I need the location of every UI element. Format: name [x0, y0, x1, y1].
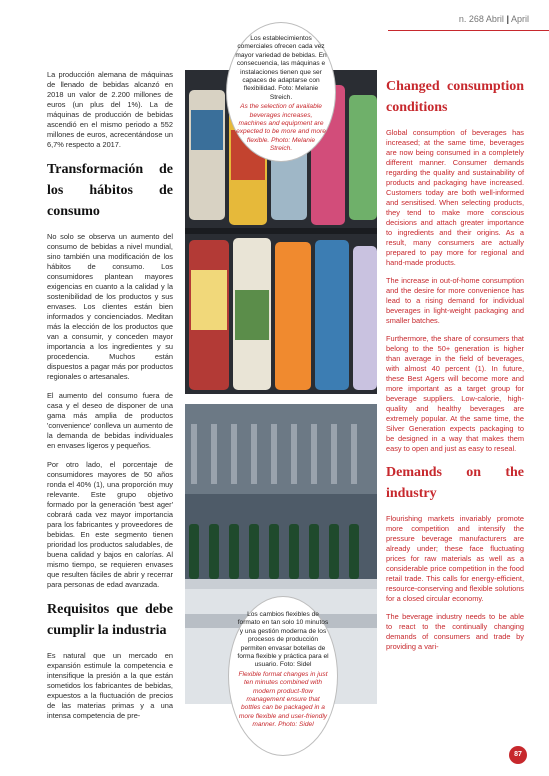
- es-paragraph-1: La producción alemana de máquinas de llenado de bebidas alcanzó en 2018 un valor de 2.200 millones de euros (un plus del 1%). La de máquinas de producción de bebidas ascendió en el mismo periodo a 552 millones de euros, acrecentándose un 6,7% respecto a 2017.: [47, 70, 173, 149]
- caption-bottling-english: Flexible format changes in just ten minutes combined with modern product-flow management ensure that bottles can be packaged in a more flexible and user-friendly manner. Photo: Sidel: [238, 670, 328, 729]
- en-paragraph-4: Flourishing markets invariably promote more competition and intensify the pressure beverage manufacturers are already under; these face fluctuating prices for raw materials as well as a considerable price competition in the food retail trade. This calls for energy-efficient, resource-conserving and flexible solutions for a closed circular economy.: [386, 514, 524, 603]
- en-paragraph-3: Furthermore, the share of consumers that belong to the 50+ generation is higher than average in the field of beverages, with almost 40 percent (1). In future, these Best Agers will become more and more important as a target group for beverage suppliers. Low-calorie, high-quality and healthy beverages are extremely popular. At the same time, the Silver Generation expects packaging to be designed in a way that makes them easy to open and just as easy to reseal.: [386, 334, 524, 453]
- es-paragraph-5: Es natural que un mercado en expansión estimule la competencia e intensifique la presión a la que están sometidos los fabricantes de bebidas, expuestos a la fluctuación de precios de las materias primas y a una intensa competencia de pre-: [47, 651, 173, 720]
- spanish-column: [47, 70, 173, 730]
- es-heading-consumption: Transformación de los hábitos de consumo: [47, 162, 173, 219]
- photo-caption-bottling: [228, 596, 338, 756]
- es-paragraph-4: Por otro lado, el porcentaje de consumidores mayores de 50 años ronda el 40% (1), una proporción muy relevante. Este grupo objetivo formado por la generación 'best ager' cobrará cada vez mayor importancia para los fabricantes y proveedores de bebidas. En este segmento tienen prioridad los productos saludables, de buena calidad y bajos en calorías. Al mismo tiempo, se requieren envases que resulten fáciles de abrir y recerrar para personas de edad avanzada.: [47, 460, 173, 589]
- en-heading-consumption: Changed consumption conditions: [386, 79, 524, 115]
- caption-bottling-spanish: Los cambios flexibles de formato en tan solo 10 minutos y una gestión moderna de los procesos de producción permiten envasar botellas de forma flexible y práctica para el usuario. Foto: Sidel: [237, 611, 329, 669]
- header-rule: [388, 30, 549, 31]
- issue-header: [459, 14, 529, 24]
- header-separator: |: [506, 14, 509, 24]
- issue-month: April: [510, 14, 529, 24]
- en-paragraph-5: The beverage industry needs to be able to react to the continually changing demands of consumers and trade by providing a vari-: [386, 612, 524, 651]
- es-paragraph-3: El aumento del consumo fuera de casa y el deseo de disponer de una gama más amplia de productos 'convenience' conlleva un aumento de la demanda de bebidas individuales en envases ligeros y pequeños.: [47, 391, 173, 450]
- page-number: 87: [509, 746, 527, 764]
- photo-caption-shelf: [226, 22, 336, 162]
- caption-shelf-spanish: Los establecimientos comerciales ofrecen cada vez mayor variedad de bebidas. En consecuencia, las máquinas e instalaciones tienen que ser capaces de adaptarse con flexibilidad. Foto: Melanie Streich.: [235, 35, 327, 101]
- es-heading-industry: Requisitos que debe cumplir la industria: [47, 602, 173, 638]
- es-paragraph-2: No solo se observa un aumento del consumo de bebidas a nivel mundial, sino también una modificación de los hábitos de consumo. Los consumidores plantean mayores exigencias en cuanto a la calidad y la sostenibilidad de los productos y sus envases. Los clientes están bien informados y concienciados. Meditan más la elección de los productos que van a consumir, y conceden mayor importancia a los ingredientes y su procedencia. Muchos están dispuestos a pagar más por productos regionales o artesanales.: [47, 232, 173, 381]
- en-heading-industry: Demands on the industry: [386, 465, 524, 501]
- caption-shelf-english: As the selection of available beverages increases, machines and equipment are expected to be more and more flexible. Photo: Melanie Streich.: [236, 103, 326, 153]
- en-paragraph-2: The increase in out-of-home consumption and the desire for more convenience has lead to a rising demand for individual beverages in light-weight packaging and smaller batches.: [386, 276, 524, 325]
- issue-number: n. 268 Abril: [458, 14, 504, 24]
- en-paragraph-1: Global consumption of beverages has increased; at the same time, beverages are now being consumed in a completely different manner. Consumer demands regarding the quality and sustainability of products and packaging have increased. Customers today are both well-informed and sensitised. When selecting products, they tend to make more conscious decisions and attach greater importance to ingredients and their origins. As a result, many consumers are actually prepared to pay more for regional and hand-made products.: [386, 128, 524, 267]
- english-column: [386, 76, 524, 660]
